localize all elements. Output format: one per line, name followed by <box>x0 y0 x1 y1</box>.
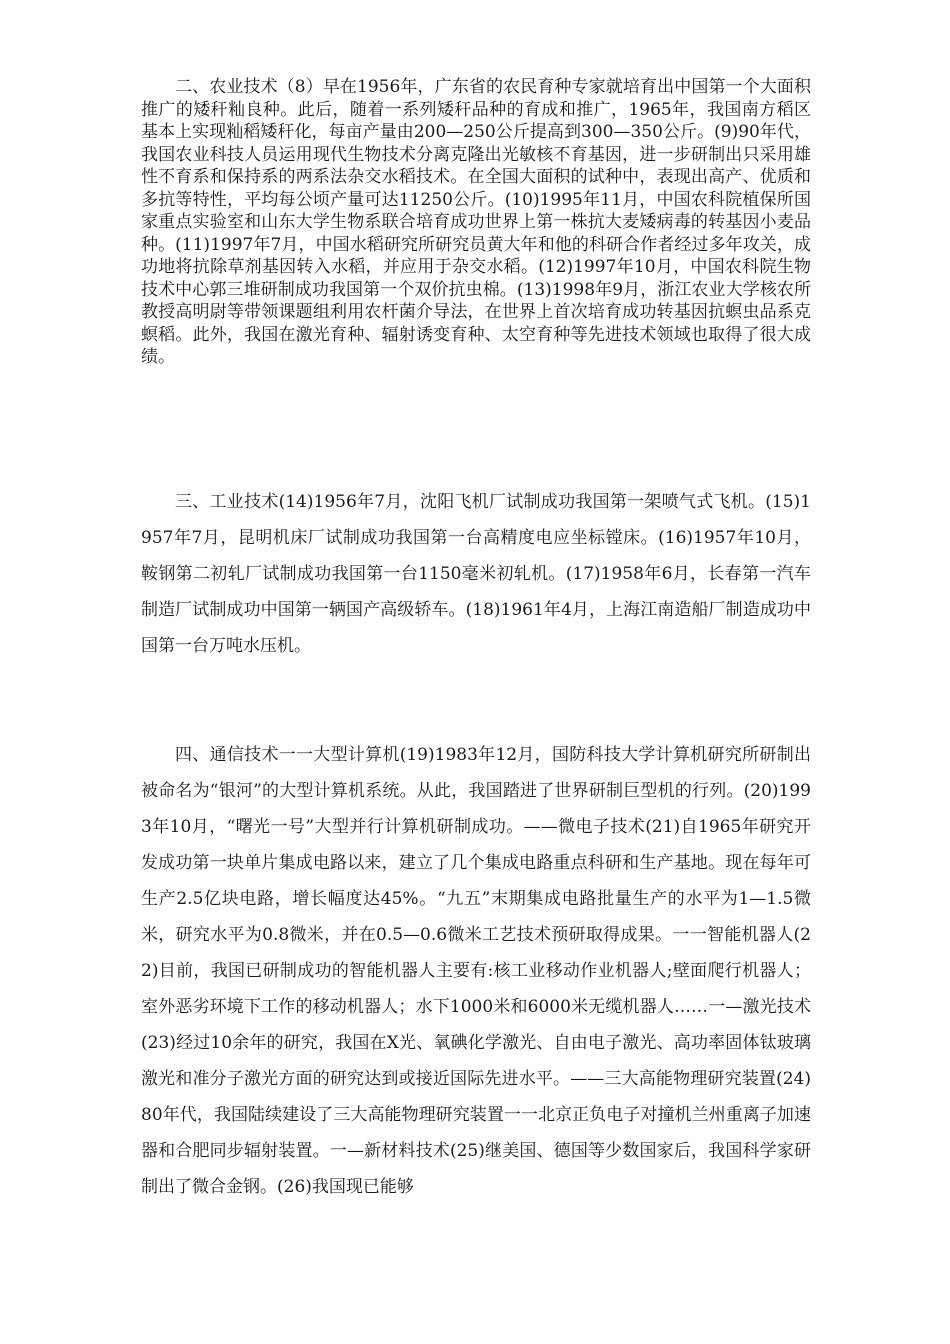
paragraph-agriculture: 二、农业技术（8）早在1956年，广东省的农民育种专家就培育出中国第一个大面积推广的矮秆籼良种。此后，随着一系列矮秆品种的育成和推广，1965年，我国南方稻区基本上实现籼稻矮秆化，每亩产量由200—250公斤提高到300—350公斤。(9)90年代，我国农业科技人员运用现代生物技术分离克隆出光敏核不育基因，进一步研制出只采用雄性不育系和保持系的两系法杂交水稻技术。在全国大面积的试种中，表现出高产、优质和多抗等特性，平均每公顷产量可达11250公斤。(10)1995年11月，中国农科院植保所国家重点实验室和山东大学生物系联合培育成功世界上第一株抗大麦矮病毒的转基因小麦品种。(11)1997年7月，中国水稻研究所研究员黄大年和他的科研合作者经过多年攻关，成功地将抗除草剂基因转入水稻，并应用于杂交水稻。(12)1997年10月，中国农科院生物技术中心郭三堆研制成功我国第一个双价抗虫棉。(13)1998年9月，浙江农业大学核农所教授高明尉等带领课题组利用农杆菌介导法，在世界上首次培育成功转基因抗螟虫品系克螟稻。此外，我国在激光育种、辐射诱变育种、太空育种等先进技术领域也取得了很大成绩。 <box>141 77 811 367</box>
paragraph-communication: 四、通信技术一一大型计算机(19)1983年12月，国防科技大学计算机研究所研制出被命名为“银河”的大型计算机系统。从此，我国踏进了世界研制巨型机的行列。(20)1993年10月，“曙光一号”大型并行计算机研制成功。——微电子技术(21)自1965年研究开发成功第一块单片集成电路以来，建立了几个集成电路重点科研和生产基地。现在每年可生产2.5亿块电路，增长幅度达45%。“九五”末期集成电路批量生产的水平为1—1.5微米，研究水平为0.8微米，并在0.5—0.6微米工艺技术预研取得成果。一一智能机器人(22)目前，我国已研制成功的智能机器人主要有:核工业移动作业机器人;壁面爬行机器人；室外恶劣环境下工作的移动机器人；水下1000米和6000米无缆机器人……一—激光技术(23)经过10余年的研究，我国在X光、氧碘化学激光、自由电子激光、高功率固体钛玻璃激光和准分子激光方面的研究达到或接近国际先进水平。——三大高能物理研究装置(24)80年代，我国陆续建设了三大高能物理研究装置一一北京正负电子对撞机兰州重离子加速器和合肥同步辐射装置。一—新材料技术(25)继美国、德国等少数国家后，我国科学家研制出了微合金钢。(26)我国现已能够 <box>141 745 811 1197</box>
paragraph-industry: 三、工业技术(14)1956年7月，沈阳飞机厂试制成功我国第一架喷气式飞机。(15)1957年7月，昆明机床厂试制成功我国第一台高精度电应坐标镗床。(16)1957年10月，鞍钢第二初轧厂试制成功我国第一台1150毫米初轧机。(17)1958年6月，长春第一汽车制造厂试制成功中国第一辆国产高级轿车。(18)1961年4月，上海江南造船厂制造成功中国第一台万吨水压机。 <box>141 492 811 656</box>
